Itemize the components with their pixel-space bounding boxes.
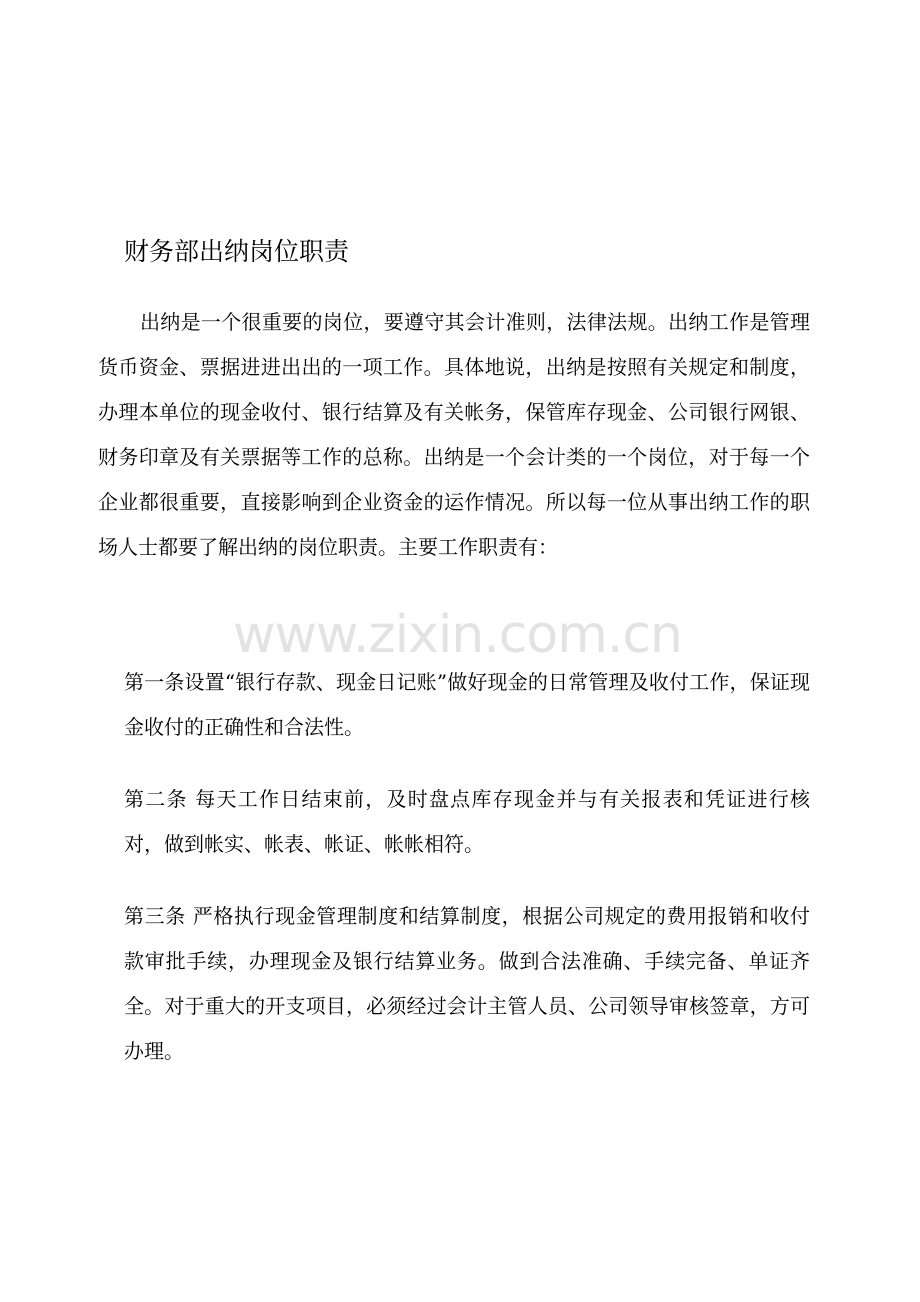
intro-paragraph: 出纳是一个很重要的岗位，要遵守其会计准则，法律法规。出纳工作是管理货币资金、票据进进出出的一项工作。具体地说，出纳是按照有关规定和制度，办理本单位的现金收付、银行结算及有关帐务，保管库存现金、公司银行网银、财务印章及有关票据等工作的总称。出纳是一个会计类的一个岗位，对于每一个企业都很重要，直接影响到企业资金的运作情况。所以每一位从事出纳工作的职场人士都要了解出纳的岗位职责。主要工作职责有： (98, 310, 810, 559)
article-2: 第二条 每天工作日结束前，及时盘点库存现金并与有关报表和凭证进行核对，做到帐实、帐表、帐证、帐帐相符。 (124, 787, 810, 856)
document-title: 财务部出纳岗位职责 (124, 237, 350, 266)
article-1: 第一条设置“银行存款、现金日记账”做好现金的日常管理及收付工作，保证现金收付的正确性和合法性。 (124, 670, 810, 739)
article-3: 第三条 严格执行现金管理制度和结算制度，根据公司规定的费用报销和收付款审批手续，办理现金及银行结算业务。做到合法准确、手续完备、单证齐全。对于重大的开支项目，必须经过会计主管人员、公司领导审核签章，方可办理。 (124, 904, 810, 1063)
watermark-text: www.zixin.com.cn (233, 605, 682, 665)
